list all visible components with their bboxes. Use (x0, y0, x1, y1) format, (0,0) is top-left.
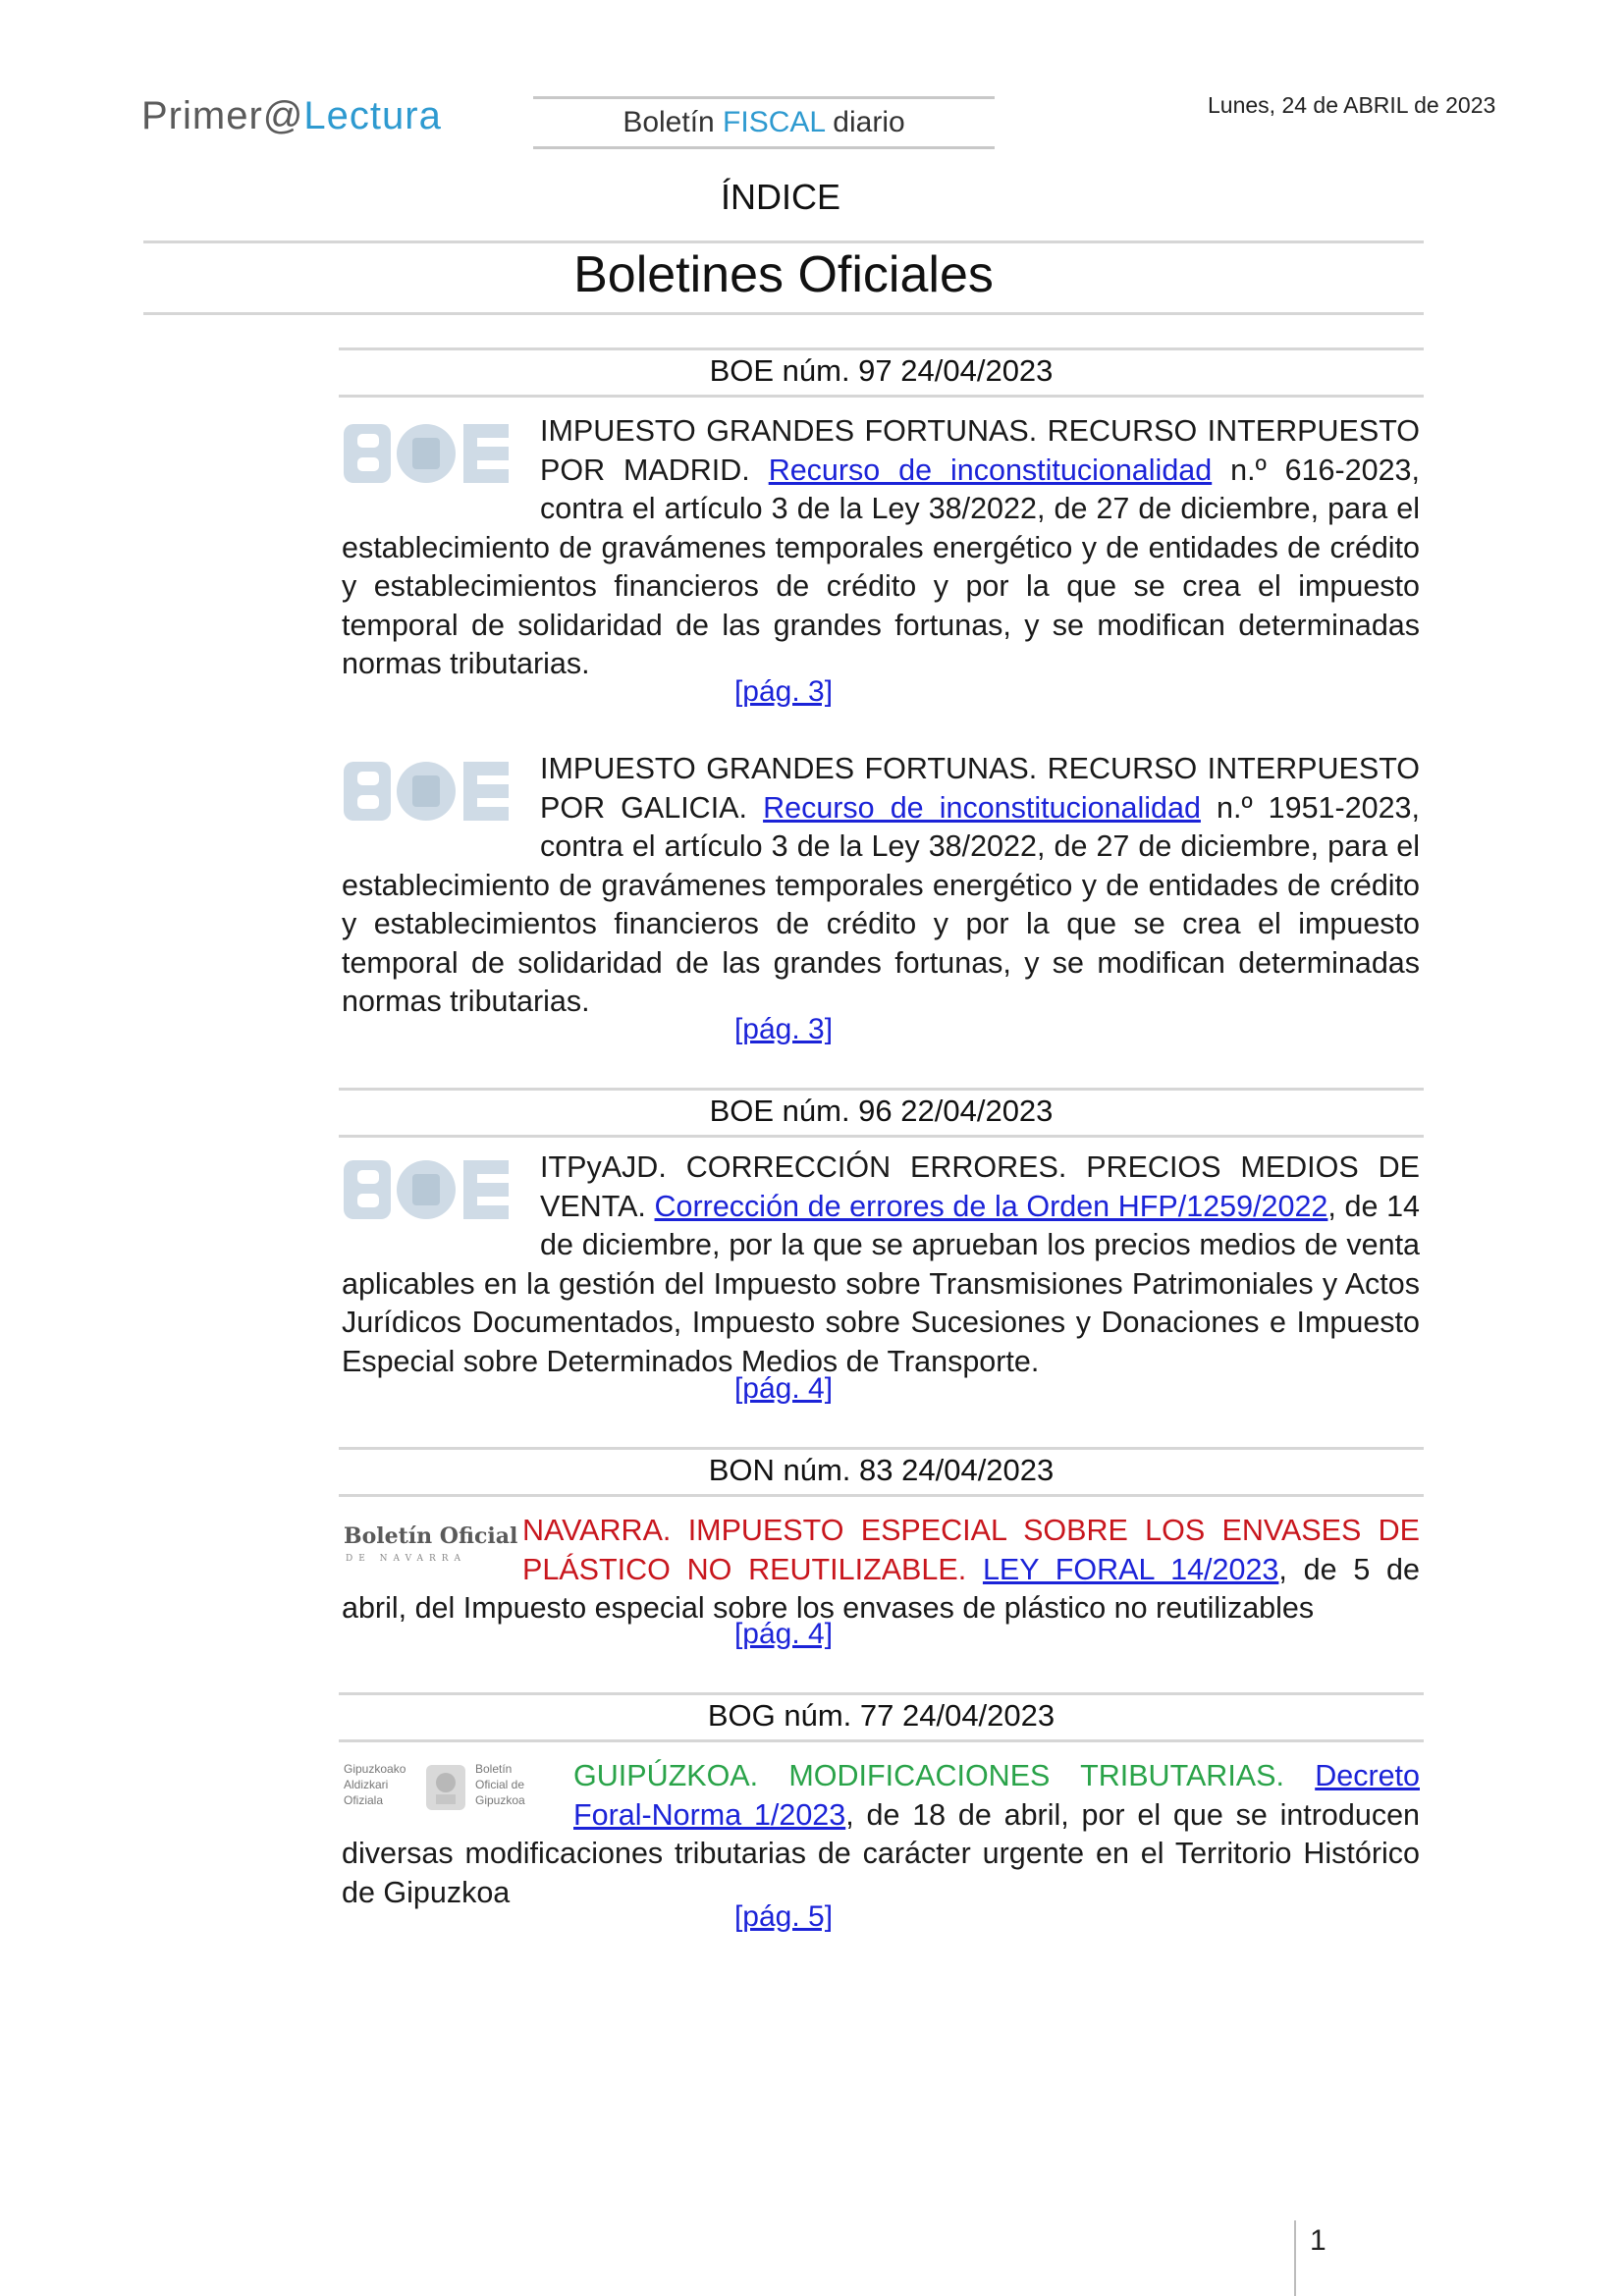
page-ref (0, 675, 1567, 709)
brand-logo (141, 94, 442, 138)
entry-lead: IMPUESTO GRANDES FORTUNAS. RECURSO INTERPUESTO POR MADRID. (540, 414, 1420, 487)
section-heading: BON núm. 83 24/04/2023 (708, 1453, 1055, 1487)
section-heading: BOG núm. 77 24/04/2023 (707, 1698, 1056, 1733)
section-heading: BOE núm. 96 22/04/2023 (709, 1094, 1054, 1128)
page-number: 1 (1310, 2224, 1326, 2257)
index-title: ÍNDICE (720, 177, 840, 217)
bon-logo-line2: DE NAVARRA (346, 1554, 467, 1564)
page-ref (0, 1618, 1567, 1651)
entry-boe-galicia (342, 750, 1420, 1022)
divider (143, 312, 1424, 315)
page-ref (0, 1013, 1567, 1046)
bulletin-pre: Boletín (623, 106, 724, 138)
entry-text: , de 5 de abril, del Impuesto especial sobre los envases de plástico no reutilizables (342, 1552, 1420, 1625)
bog-logo-icon (342, 1759, 548, 1816)
entry-lead: GUIPÚZKOA. MODIFICACIONES TRIBUTARIAS. (573, 1759, 1316, 1792)
divider (339, 1447, 1424, 1450)
divider (339, 1739, 1424, 1742)
bog-logo-left2: Aldizkari (344, 1778, 389, 1791)
entry-link[interactable]: Decreto Foral-Norma 1/2023 (573, 1759, 1420, 1832)
page-ref-link[interactable]: [pág. 5] (733, 1900, 834, 1933)
boe-logo-icon (342, 758, 511, 825)
bon-logo-line1: Boletín Oficial (344, 1523, 518, 1549)
entry-link[interactable]: Recurso de inconstitucionalidad (768, 453, 1213, 487)
divider (339, 347, 1424, 350)
entry-text: , de 18 de abril, por el que se introducen diversas modificaciones tributarias de carácter urgente en el Territorio Histórico de Gipuzkoa (342, 1797, 1420, 1909)
entry-lead: IMPUESTO GRANDES FORTUNAS. RECURSO INTERPUESTO POR GALICIA. (540, 752, 1420, 825)
entry-lead: NAVARRA. IMPUESTO ESPECIAL SOBRE LOS ENVASES DE PLÁSTICO NO REUTILIZABLE. (522, 1514, 1420, 1586)
bog-logo-right1: Boletín (475, 1762, 513, 1776)
divider (339, 395, 1424, 398)
divider (339, 1692, 1424, 1695)
entry-link[interactable]: LEY FORAL 14/2023 (982, 1552, 1279, 1586)
page-title: Boletines Oficiales (573, 246, 994, 303)
divider (143, 240, 1424, 243)
bog-logo-left3: Ofiziala (344, 1793, 384, 1807)
page-ref-link[interactable]: [pág. 3] (733, 675, 834, 708)
entry-gipuzkoa (342, 1757, 1420, 1912)
page-ref-link[interactable]: [pág. 4] (733, 1618, 834, 1650)
bulletin-fiscal: FISCAL (723, 106, 825, 138)
bon-logo-icon (342, 1518, 518, 1567)
entry-itpyajd (342, 1148, 1420, 1381)
boe-logo-icon (342, 420, 511, 487)
entry-text: , de 14 de diciembre, por la que se aprueban los precios medios de venta aplicables en la gestión del Impuesto sobre Transmisiones Patrimoniales y Actos Jurídicos Documentados, Impuesto sobre Sucesiones y Donaciones e Impuesto Especial sobre Determinados Medios de Transporte. (342, 1189, 1420, 1378)
brand-part1: Primer@ (141, 94, 304, 137)
entry-navarra (342, 1512, 1420, 1629)
page-ref (0, 1900, 1567, 1934)
brand-part2: Lectura (303, 94, 442, 137)
bulletin-title (533, 96, 995, 149)
divider (339, 1135, 1424, 1138)
divider (339, 1088, 1424, 1091)
page-ref (0, 1372, 1567, 1406)
bog-logo-right2: Oficial de (475, 1778, 525, 1791)
issue-date: Lunes, 24 de ABRIL de 2023 (1208, 92, 1496, 118)
footer-rule (1294, 2220, 1296, 2296)
page-ref-link[interactable]: [pág. 4] (733, 1372, 834, 1405)
section-heading: BOE núm. 97 24/04/2023 (709, 353, 1054, 388)
entry-text: n.º 616-2023, contra el artículo 3 de la Ley 38/2022, de 27 de diciembre, para el establecimiento de gravámenes temporales energético y de entidades de crédito y establecimientos financieros de crédito y por la que se crea el impuesto temporal de solidaridad de las grandes fortunas, y se modifican determinadas normas tributarias. (342, 453, 1420, 680)
bulletin-post: diario (824, 106, 905, 138)
page-ref-link[interactable]: [pág. 3] (733, 1013, 834, 1045)
divider (339, 1494, 1424, 1497)
bog-logo-left1: Gipuzkoako (344, 1762, 406, 1776)
entry-text: n.º 1951-2023, contra el artículo 3 de la Ley 38/2022, de 27 de diciembre, para el establecimiento de gravámenes temporales energético y de entidades de crédito y establecimientos financieros de crédito y por la que se crea el impuesto temporal de solidaridad de las grandes fortunas, y se modifican determinadas normas tributarias. (342, 790, 1420, 1018)
entry-lead: ITPyAJD. CORRECCIÓN ERRORES. PRECIOS MEDIOS DE VENTA. (540, 1150, 1420, 1223)
entry-boe-madrid (342, 412, 1420, 684)
entry-link[interactable]: Corrección de errores de la Orden HFP/1259/2022 (654, 1189, 1328, 1223)
bog-logo-right3: Gipuzkoa (475, 1793, 525, 1807)
entry-link[interactable]: Recurso de inconstitucionalidad (763, 790, 1201, 825)
boe-logo-icon (342, 1156, 511, 1223)
